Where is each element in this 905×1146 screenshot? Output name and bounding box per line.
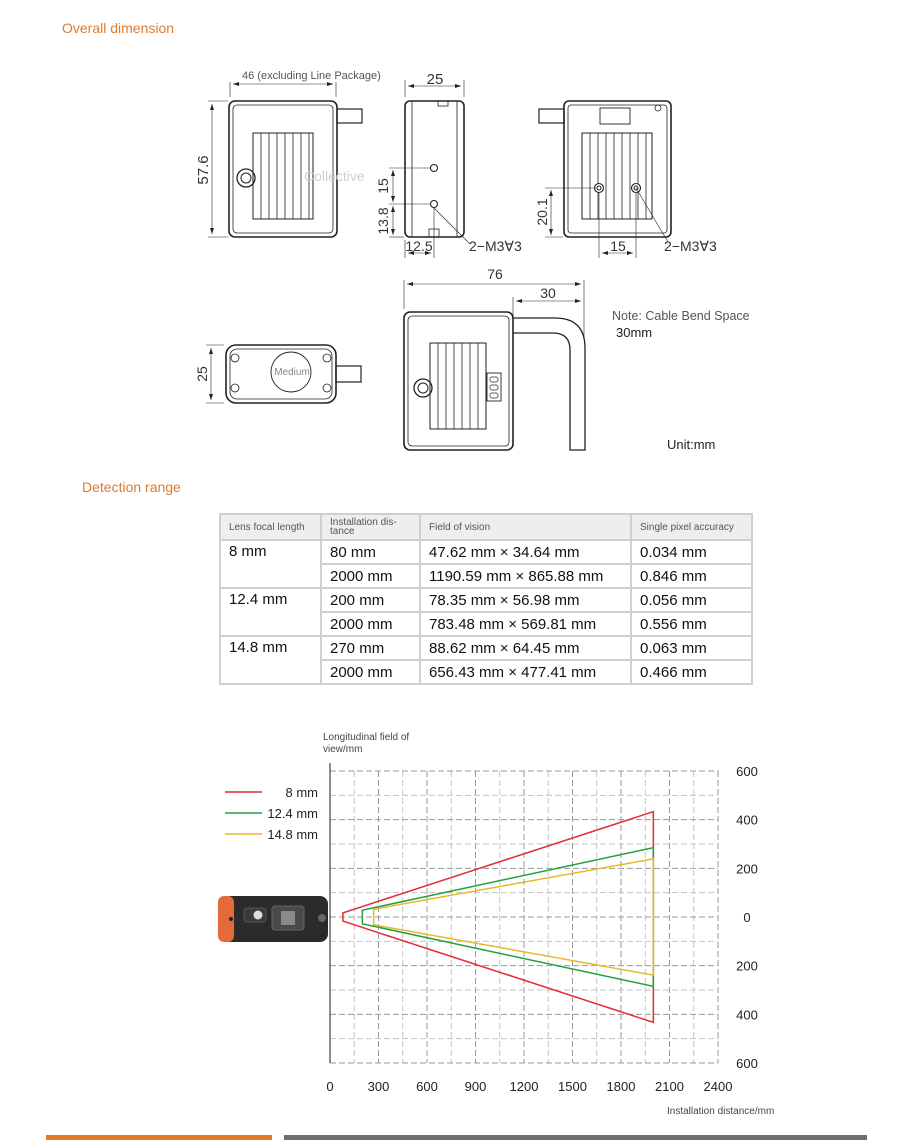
cell-fov: 47.62 mm × 34.64 mm [420, 540, 631, 564]
dim-rear-w15: 15 [610, 238, 626, 254]
cell-accuracy: 0.063 mm [631, 636, 752, 660]
cell-fov: 656.43 mm × 477.41 mm [420, 660, 631, 684]
unit-label: Unit:mm [667, 437, 716, 452]
cell-accuracy: 0.056 mm [631, 588, 752, 612]
y-tick-label: 0 [743, 910, 751, 925]
table-row [220, 540, 752, 564]
dim-side-width: 25 [426, 71, 444, 88]
cell-fov: 78.35 mm × 56.98 mm [420, 588, 631, 612]
dim-rear-h201: 20.1 [534, 198, 550, 226]
cell-distance: 2000 mm [321, 612, 420, 636]
legend-label: 14.8 mm [267, 827, 318, 842]
section-title-detection: Detection range [82, 479, 181, 495]
table-row [220, 588, 752, 612]
footer-accent-bar [46, 1135, 272, 1140]
dimension-drawing [0, 0, 905, 470]
cell-fov: 783.48 mm × 569.81 mm [420, 612, 631, 636]
y-tick-label: 400 [736, 812, 758, 828]
chart-ylabel-line1: Longitudinal field of [323, 732, 410, 743]
cell-fov: 88.62 mm × 64.45 mm [420, 636, 631, 660]
dim-side-h15: 15 [375, 178, 391, 194]
dim-side-w125: 12.5 [405, 238, 433, 254]
cell-distance: 2000 mm [321, 660, 420, 684]
header-installation-distance: Installation dis- tance [321, 514, 420, 540]
cable-note-line2: 30mm [616, 325, 653, 340]
cable-view [404, 280, 585, 450]
x-tick-label: 2100 [655, 1079, 684, 1094]
x-tick-label: 2400 [703, 1079, 733, 1094]
cell-accuracy: 0.846 mm [631, 564, 752, 588]
legend-label: 12.4 mm [267, 806, 318, 821]
x-tick-label: 600 [416, 1079, 438, 1094]
x-tick-label: 1800 [606, 1079, 636, 1094]
cell-distance: 2000 mm [321, 564, 420, 588]
cell-fov: 1190.59 mm × 865.88 mm [420, 564, 631, 588]
dim-width-label: 46 (excluding Line Package) [242, 70, 381, 82]
fov-chart [0, 725, 905, 1145]
dim-m3-left: 2−M3∀3 [469, 238, 522, 254]
dim-m3-right: 2−M3∀3 [664, 238, 717, 254]
table-row [220, 636, 752, 660]
cell-distance: 200 mm [321, 588, 420, 612]
y-tick-label: 200 [736, 958, 758, 974]
header-field-of-vision: Field of vision [420, 514, 631, 540]
dim-bottom-h25: 25 [194, 366, 210, 382]
side-view [389, 80, 470, 258]
cell-focal: 14.8 mm [220, 636, 321, 684]
legend-label: 8 mm [285, 785, 318, 800]
table-header-row [220, 514, 752, 540]
x-tick-label: 300 [367, 1079, 390, 1094]
cable-note-line1: Note: Cable Bend Space [612, 309, 750, 323]
y-tick-label: 200 [736, 861, 758, 877]
camera-illustration [218, 896, 328, 942]
y-tick-label: 600 [736, 1056, 758, 1071]
dim-cable-total: 76 [487, 266, 503, 282]
chart-ylabel-line2: view/mm [323, 744, 363, 755]
dim-side-h138: 13.8 [375, 207, 391, 235]
x-tick-label: 0 [326, 1079, 334, 1094]
rear-view [539, 101, 671, 258]
dim-medium-label: Medium [274, 367, 310, 378]
footer-gray-bar [284, 1135, 867, 1140]
x-tick-label: 900 [464, 1079, 487, 1094]
watermark-text: Collective [304, 168, 365, 184]
cell-accuracy: 0.556 mm [631, 612, 752, 636]
cell-focal: 8 mm [220, 540, 321, 588]
x-tick-label: 1200 [509, 1079, 539, 1094]
y-tick-label: 600 [736, 764, 758, 779]
x-tick-label: 1500 [558, 1079, 587, 1094]
detection-table [219, 513, 753, 685]
front-view [208, 82, 362, 237]
chart-xlabel: Installation distance/mm [667, 1106, 775, 1117]
cell-focal: 12.4 mm [220, 588, 321, 636]
header-pixel-accuracy: Single pixel accuracy [631, 514, 752, 540]
cell-accuracy: 0.034 mm [631, 540, 752, 564]
cell-distance: 270 mm [321, 636, 420, 660]
y-tick-label: 400 [736, 1007, 758, 1023]
header-focal-length: Lens focal length [220, 514, 321, 540]
cell-distance: 80 mm [321, 540, 420, 564]
cell-accuracy: 0.466 mm [631, 660, 752, 684]
dim-height-label: 57.6 [195, 155, 212, 185]
section-title-dimension: Overall dimension [62, 20, 175, 36]
dim-cable-30: 30 [540, 285, 556, 301]
